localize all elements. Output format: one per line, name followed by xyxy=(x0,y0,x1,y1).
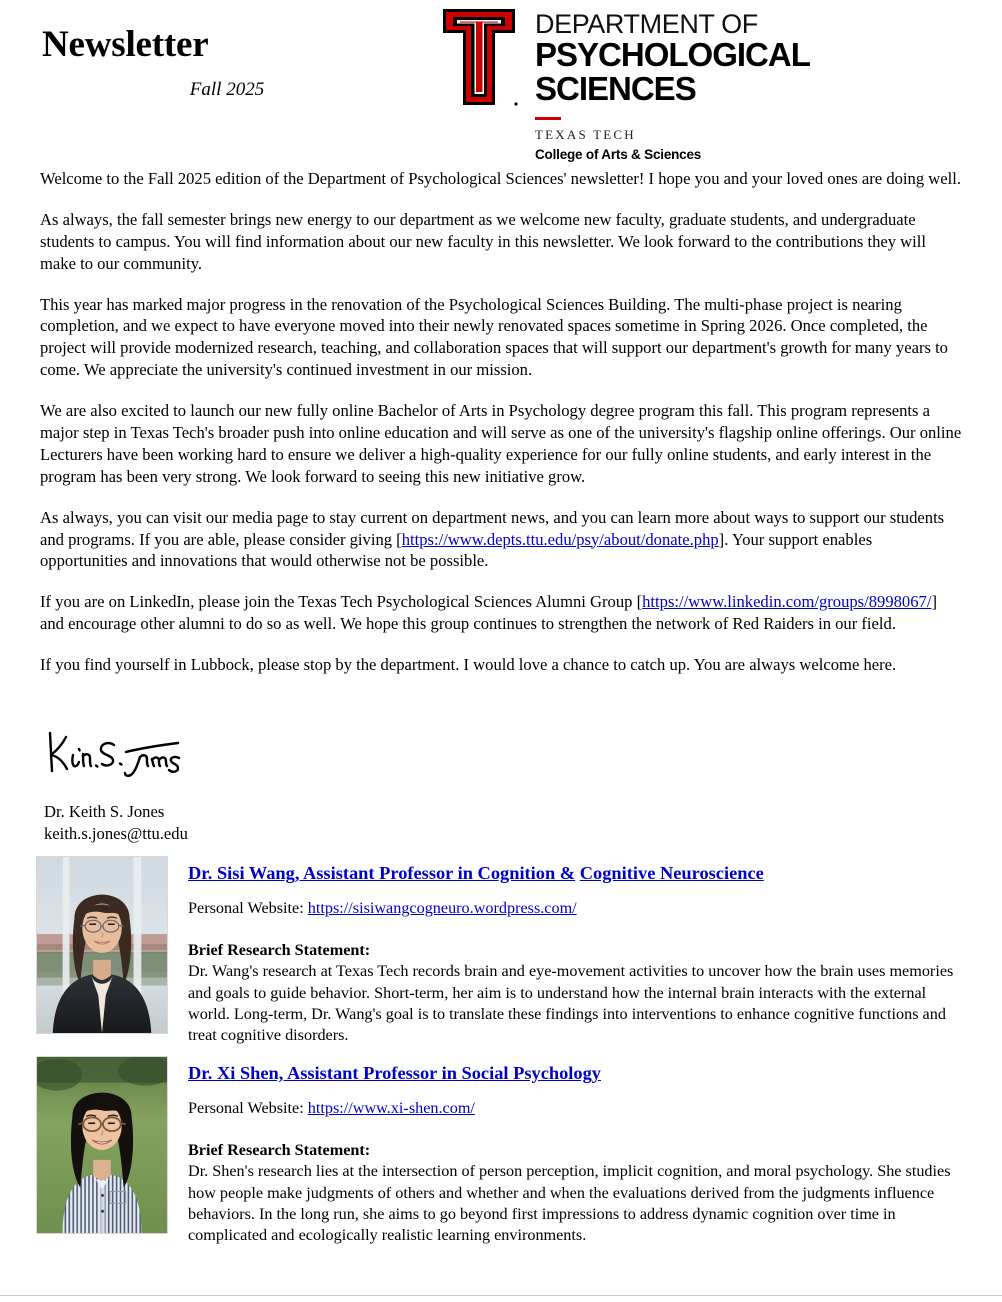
faculty-website-link-sisi-wang[interactable]: https://sisiwangcogneuro.wordpress.com/ xyxy=(307,899,577,918)
photo-xi-shen xyxy=(36,1056,168,1234)
faculty-website-link-xi-shen[interactable]: https://www.xi-shen.com/ xyxy=(307,1099,475,1118)
logo-line-department: DEPARTMENT OF xyxy=(535,9,758,39)
texas-tech-double-t-icon xyxy=(437,5,521,109)
logo-red-rule xyxy=(535,117,561,120)
research-statement-text: Dr. Wang's research at Texas Tech records brain and eye-movement activities to uncover how the brain uses memories and goals to guide behavior. Short-term, her aim is to understand how the internal brain interacts with the external world. Long-term, Dr. Wang's goal is to translate these findings into interventions to enhance cognitive functions and treat cognitive disorders. xyxy=(188,962,954,1044)
logo-line-psychological: PSYCHOLOGICAL xyxy=(535,36,810,73)
research-statement-label: Brief Research Statement: xyxy=(188,1141,371,1160)
faculty-photo-cell xyxy=(0,856,188,1034)
page-title: Newsletter xyxy=(42,24,209,65)
paragraph-giving xyxy=(40,507,962,573)
logo-line-sciences: SCIENCES xyxy=(535,69,696,107)
giving-text-before: As always, you can visit our media page to stay current on department news, and you can learn more about ways to support our students and programs. If you are able, please consider giving [ xyxy=(40,507,945,549)
faculty-info xyxy=(188,856,1002,1046)
faculty-heading-xi-shen[interactable] xyxy=(188,1062,966,1085)
faculty-website-row xyxy=(188,898,966,919)
faculty-heading-part1[interactable]: Dr. Sisi Wang, Assistant Professor in Cognition & xyxy=(188,863,576,884)
faculty-heading-sisi-wang[interactable] xyxy=(188,862,966,885)
paragraph-online-degree: We are also excited to launch our new fully online Bachelor of Arts in Psychology degree program this fall. This program represents a major step in Texas Tech's broader push into online education and will serve as one of the university's flagship online offerings. Our online Lecturers have been working hard to ensure we deliver a high-quality experience for our fully online students, and early interest in the program has been very strong. We look forward to seeing this new initiative grow. xyxy=(40,401,962,486)
research-statement-label: Brief Research Statement: xyxy=(188,941,371,960)
website-label: Personal Website: xyxy=(188,1099,304,1118)
paragraph-renovation: This year has marked major progress in the renovation of the Psychological Sciences Building. The multi-phase project is nearing completion, and we expect to have everyone moved into their newly renovated spaces sometime in Spring 2026. Once completed, the project will provide modernized research, teaching, and collaboration spaces that will support our department's growth for many years to come. We appreciate the university's continued investment in our mission. xyxy=(40,294,948,380)
signer-email: keith.s.jones@ttu.edu xyxy=(44,823,188,843)
linkedin-group-link[interactable]: https://www.linkedin.com/groups/8998067/ xyxy=(642,592,932,612)
paragraph-visit: If you find yourself in Lubbock, please stop by the department. I would love a chance to catch up. You are always welcome here. xyxy=(40,655,897,675)
faculty-info xyxy=(188,1056,1002,1246)
signature-name-block xyxy=(42,801,1002,844)
linkedin-text-before: If you are on LinkedIn, please join the Texas Tech Psychological Sciences Alumni Group [ xyxy=(40,592,643,612)
faculty-heading-part1[interactable]: Dr. Xi Shen, Assistant Professor in Social Psychology xyxy=(188,1063,601,1084)
faculty-profile-sisi-wang xyxy=(0,856,1002,1046)
letter-body xyxy=(0,168,1002,676)
faculty-photo-cell xyxy=(0,1056,188,1234)
photo-sisi-wang xyxy=(36,856,168,1034)
new-faculty-section xyxy=(0,844,1002,1246)
logo-wordmark xyxy=(535,5,810,162)
newsletter-title-block xyxy=(42,26,372,101)
handwritten-signature-icon xyxy=(42,725,202,779)
donate-link[interactable]: https://www.depts.ttu.edu/psy/about/donate.php xyxy=(401,529,719,549)
page-bottom-divider xyxy=(0,1295,1002,1296)
faculty-website-row xyxy=(188,1098,966,1119)
faculty-profile-xi-shen xyxy=(0,1056,1002,1246)
giving-text-after: ]. Your support enables opportunities and innovations that would otherwise not be possible. xyxy=(40,529,873,571)
issue-label: Fall 2025 xyxy=(189,78,265,100)
website-label: Personal Website: xyxy=(188,899,304,918)
logo-university-name: TEXAS TECH xyxy=(535,126,636,142)
paragraph-welcome: Welcome to the Fall 2025 edition of the Department of Psychological Sciences' newsletter! I hope you and your loved ones are doing well. xyxy=(40,169,961,188)
linkedin-text-after: ] and encourage other alumni to do so as well. We hope this group continues to strengthen the network of Red Raiders in our field. xyxy=(40,592,937,634)
signer-name: Dr. Keith S. Jones xyxy=(44,802,165,822)
faculty-heading-part2[interactable]: Cognitive Neuroscience xyxy=(579,863,764,884)
department-logo-lockup xyxy=(437,5,810,162)
logo-college-name: College of Arts & Sciences xyxy=(535,147,702,163)
signature-block xyxy=(0,695,1002,844)
masthead xyxy=(0,0,1002,168)
paragraph-linkedin xyxy=(40,591,962,635)
paragraph-fall-semester: As always, the fall semester brings new energy to our department as we welcome new faculty, graduate students, and undergraduate students to campus. You will find information about our new faculty in this newsletter. We look forward to the contributions they will make to our community. xyxy=(40,209,926,273)
research-statement-text: Dr. Shen's research lies at the intersection of person perception, implicit cognition, and moral psychology. She studies how people make judgments of others and whether and when the evaluations derived from the judgments influence behaviors. In the long run, she aims to go beyond first impressions to address dynamic cognition over time in complicated and ecologically realistic learning environments. xyxy=(188,1162,951,1244)
